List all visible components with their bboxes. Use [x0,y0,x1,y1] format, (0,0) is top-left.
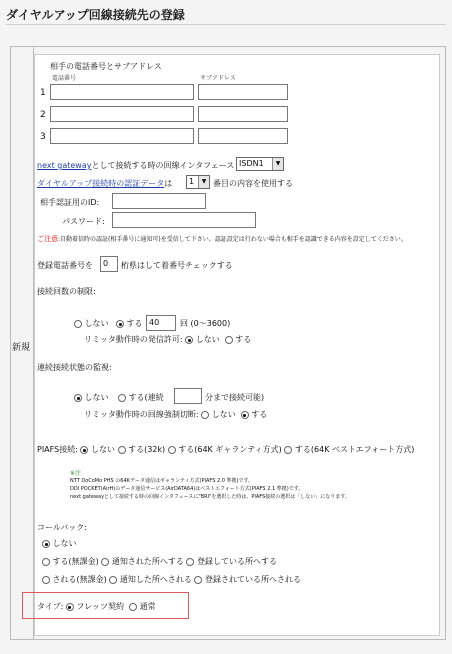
conn-limit-yes-radio[interactable] [116,320,124,328]
phone-number-input-2[interactable] [50,106,194,122]
conn-limit-sub-label: リミッタ動作時の発信許可: [84,335,183,344]
phone-number-input-3[interactable] [50,128,194,144]
chevron-down-icon: ▼ [272,158,283,170]
subaddress-input-1[interactable] [198,84,288,100]
callback-receive-notified-radio[interactable] [109,576,117,584]
monitor-yes-label: する(連続 [128,393,164,402]
monitor-minutes-input[interactable] [174,388,202,404]
callback-label: コールバック: [37,523,87,532]
auth-id-label: 相手認証用のID: [40,198,100,207]
note-mark: ご注意 [37,235,58,243]
callback-receive-free-label: される(無課金) [52,575,107,584]
callback-none-label: しない [52,539,77,548]
callback-do-notified-radio[interactable] [101,558,109,566]
piafs-off-radio[interactable] [80,446,88,454]
auth-data-link[interactable]: ダイヤルアップ接続時の認証データ [37,179,165,188]
type-normal-radio[interactable] [129,603,137,611]
phone-heading: 相手の電話番号とサブアドレス [50,62,162,71]
type-label: タイプ: [37,602,64,611]
check-digits-pre: 登録電話番号を [37,261,93,270]
note-text: :自動着信時の認証(相手番号に通知可)を受信して下さい。認証設定は行わない場合も相手を認識できる内容を設定してください。 [58,236,407,243]
piafs-note-line: NTT DoCoMo PHS の64Kデータ通信はギャランティ方式(PIAFS 2.0 準拠)です。 [70,478,254,484]
callback-do-free-radio[interactable] [42,558,50,566]
interface-select-value: ISDN1 [239,159,264,168]
callback-do-registered-label: 登録している所へする [196,557,277,566]
row-label-new: 新規 [12,343,31,353]
conn-limit-unit: 回 (0～3600) [180,319,231,328]
password-input[interactable] [112,212,256,228]
monitor-sub-no-radio[interactable] [201,411,209,419]
piafs-note-line: DDI POCKET(AirH)のデータ通信サービス(AirDATA64)はベストエフォート方式(PIAFS 2.1 準拠)です。 [70,486,304,492]
monitor-no-radio[interactable] [74,394,82,402]
piafs-64k-besteffort-radio[interactable] [284,446,292,454]
piafs-64k-guarantee-radio[interactable] [168,446,176,454]
type-normal-label: 通常 [139,602,156,611]
auth-data-select[interactable] [186,175,210,189]
conn-limit-no-label: しない [84,319,109,328]
type-flets-radio[interactable] [66,603,74,611]
piafs-label: PIAFS接続: [37,445,78,454]
conn-limit-sub-yes-label: する [235,335,252,344]
callback-receive-registered-radio[interactable] [194,576,202,584]
piafs-32k-radio[interactable] [118,446,126,454]
monitor-sub-label: リミッタ動作時の回線強制切断: [84,410,199,419]
auth-data-text-post: 番目の内容を使用する [213,179,293,188]
monitor-sub-no-label: しない [211,410,236,419]
conn-limit-sub-no-radio[interactable] [185,336,193,344]
subaddress-input-3[interactable] [198,128,288,144]
title-divider [6,24,446,25]
col-subaddress: サブアドレス [200,75,236,82]
callback-do-free-label: する(無課金) [52,557,99,566]
conn-limit-count-input[interactable]: 40 [146,315,176,331]
phone-row-label: 3 [40,132,46,142]
conn-limit-label: 接続回数の制限: [37,287,96,296]
auth-data-text-pre: は [164,179,173,188]
monitor-unit: 分まで接続可能) [205,393,265,402]
callback-receive-notified-label: 通知した所へされる [119,575,192,584]
interface-select[interactable] [236,157,284,171]
type-flets-label: フレッツ契約 [76,602,124,611]
conn-limit-no-radio[interactable] [74,320,82,328]
piafs-note-mark: ※注 [70,470,82,477]
callback-do-registered-radio[interactable] [186,558,194,566]
check-digits-input[interactable]: 0 [100,256,118,272]
phone-row-label: 2 [40,110,46,120]
password-label: パスワード: [62,217,105,226]
callback-none-radio[interactable] [42,540,50,548]
monitor-label: 連続接続状態の監視: [37,363,112,372]
monitor-sub-yes-label: する [251,410,268,419]
piafs-64k-besteffort-label: する(64K ベストエフォート方式) [294,445,415,454]
piafs-note-line: next gatewayとして接続する時の回線インタフェースに"BRI"を選択した時は、PIAFS接続の選択は「しない」になります。 [70,494,350,500]
next-gateway-link[interactable]: next gateway [37,161,92,170]
phone-row-label: 1 [40,88,46,98]
subaddress-input-2[interactable] [198,106,288,122]
piafs-32k-label: する(32k) [128,445,166,454]
conn-limit-sub-no-label: しない [195,335,220,344]
page-title: ダイヤルアップ回線接続先の登録 [6,8,185,22]
monitor-sub-yes-radio[interactable] [241,411,249,419]
piafs-64k-guarantee-label: する(64K ギャランティ方式) [178,445,282,454]
conn-limit-yes-label: する [126,319,143,328]
phone-number-input-1[interactable] [50,84,194,100]
callback-receive-registered-label: 登録されている所へされる [204,575,301,584]
check-digits-post: 桁県はして着番号チェックする [121,261,233,270]
piafs-off-label: しない [90,445,115,454]
auth-id-input[interactable] [112,193,206,209]
auth-data-select-value: 1 [189,177,195,186]
monitor-no-label: しない [84,393,109,402]
callback-receive-free-radio[interactable] [42,576,50,584]
gateway-text: として接続する時の回線インタフェース [91,161,235,170]
monitor-yes-radio[interactable] [118,394,126,402]
chevron-down-icon: ▼ [198,176,209,188]
conn-limit-sub-yes-radio[interactable] [225,336,233,344]
col-phone-number: 電話番号 [52,75,77,82]
callback-do-notified-label: 通知された所へする [111,557,184,566]
